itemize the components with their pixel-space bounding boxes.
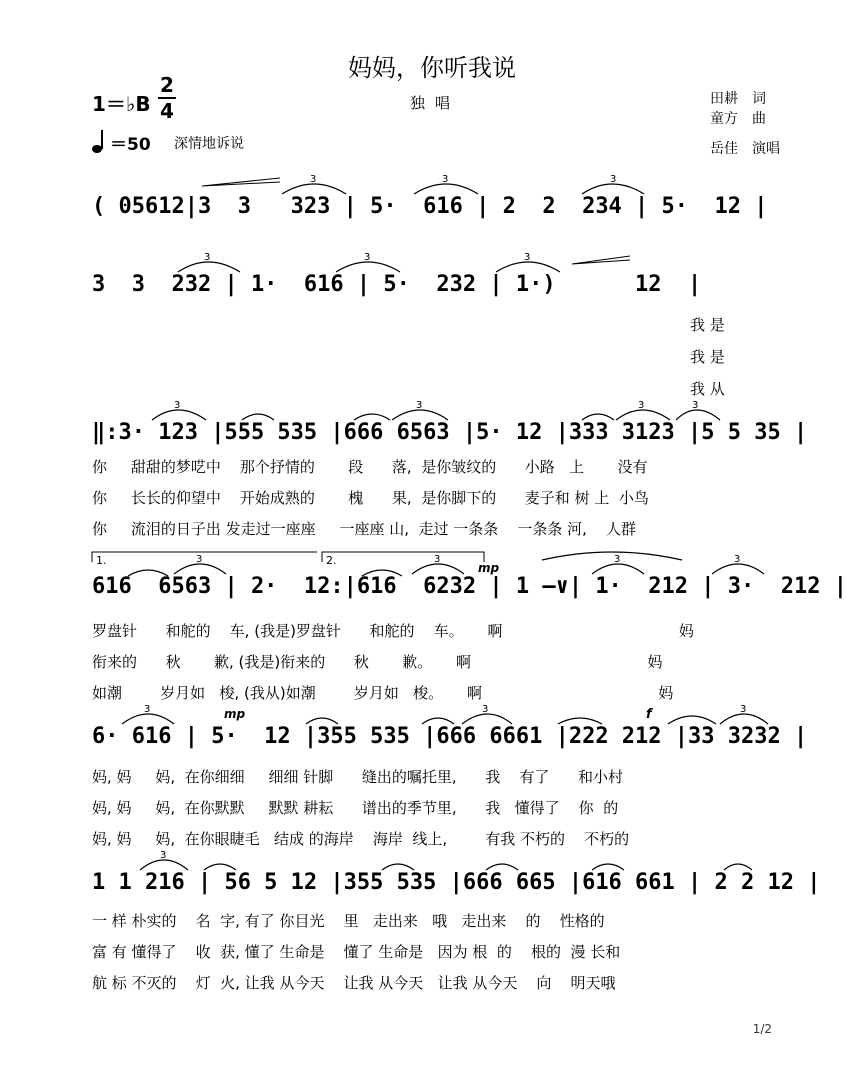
lyric-line-1: 你 甜甜的梦呓中 那个抒情的 段 落, 是你皱纹的 小路 上 没有 <box>92 458 648 476</box>
lyricist-credit: 田耕 词 <box>710 91 766 107</box>
tempo-value: ＝50 <box>110 135 151 155</box>
pickup-lyric-2: 我 是 <box>690 348 725 366</box>
svg-text:3: 3 <box>204 252 211 263</box>
svg-text:3: 3 <box>160 850 167 861</box>
lyric-line-10: 一 样 朴实的 名 字, 有了 你目光 里 走出来 哦 走出来 的 性格的 <box>92 912 605 930</box>
svg-text:3: 3 <box>434 554 441 565</box>
lyric-line-4: 罗盘针 和舵的 车, (我是)罗盘针 和舵的 车。 啊 妈 <box>92 622 694 640</box>
svg-text:3: 3 <box>442 174 449 185</box>
lyric-line-6: 如潮 岁月如 梭, (我从)如潮 岁月如 梭。 啊 妈 <box>92 684 674 702</box>
notes-row-3: ‖:3· 123 |555 535 |666 6563 |5· 12 |333 3123 |5 5 35 | <box>92 420 808 445</box>
lyric-line-11: 富 有 懂得了 收 获, 懂了 生命是 懂了 生命是 因为 根 的 根的 漫 长和 <box>92 943 621 961</box>
volta-1: 1. <box>96 554 107 567</box>
song-title: 妈妈，你听我说 <box>348 54 516 82</box>
svg-text:3: 3 <box>692 400 699 411</box>
lyric-line-2: 你 长长的仰望中 开始成熟的 槐 果, 是你脚下的 麦子和 树 上 小鸟 <box>92 489 649 507</box>
svg-text:3: 3 <box>638 400 645 411</box>
svg-text:3: 3 <box>740 704 747 715</box>
key-signature: 1＝♭B <box>92 92 151 116</box>
svg-text:mp: mp <box>478 561 500 575</box>
notes-row-4: 616 6563 | 2· 12:|616 6232 | 1 —∨| 1· 212 | 3· 212 | <box>92 574 847 599</box>
notes-row-1: ( 05612|3 3 323 | 5· 616 | 2 2 234 | 5· 12 | <box>92 194 768 219</box>
svg-text:3: 3 <box>416 400 423 411</box>
performance-type: 独唱 <box>410 94 461 112</box>
tempo-expression: 深情地诉说 <box>174 136 244 152</box>
svg-text:3: 3 <box>174 400 181 411</box>
svg-text:mp: mp <box>224 707 246 721</box>
svg-text:3: 3 <box>614 554 621 565</box>
svg-text:3: 3 <box>144 704 151 715</box>
time-signature <box>158 74 176 122</box>
svg-text:3: 3 <box>364 252 371 263</box>
svg-text:3: 3 <box>482 704 489 715</box>
pickup-lyric-1: 我 是 <box>690 316 725 334</box>
quarter-note-icon <box>92 128 106 154</box>
volta-2: 2. <box>326 554 337 567</box>
composer-credit: 童方 曲 <box>710 111 766 127</box>
notes-row-6: 1 1 216 | 56 5 12 |355 535 |666 665 |616 661 | 2 2 12 | <box>92 870 821 895</box>
notes-row-2: 3 3 232 | 1· 616 | 5· 232 | 1·) 12 | <box>92 272 702 297</box>
pickup-lyric-3: 我 从 <box>690 380 725 398</box>
svg-text:3: 3 <box>196 554 203 565</box>
time-signature-bottom: 4 <box>160 99 174 123</box>
svg-text:3: 3 <box>734 554 741 565</box>
score-row-1 <box>92 170 772 234</box>
svg-text:f: f <box>646 707 652 722</box>
score-row-3 <box>92 396 808 460</box>
lyric-line-3: 你 流泪的日子出 发走过一座座 一座座 山, 走过 一条条 一条条 河, 人群 <box>92 520 636 538</box>
svg-text:3: 3 <box>310 174 317 185</box>
svg-text:3: 3 <box>524 252 531 263</box>
time-signature-top: 2 <box>160 73 174 97</box>
score-row-6 <box>92 846 821 910</box>
page-number: 1/2 <box>752 1022 772 1036</box>
lyric-line-7: 妈, 妈 妈, 在你细细 细细 针脚 缝出的嘱托里, 我 有了 和小村 <box>92 768 623 786</box>
score-row-4 <box>92 550 847 614</box>
lyric-line-8: 妈, 妈 妈, 在你默默 默默 耕耘 谱出的季节里, 我 懂得了 你 的 <box>92 799 619 817</box>
lyric-line-9: 妈, 妈 妈, 在你眼睫毛 结成 的海岸 海岸 线上, 有我 不朽的 不朽的 <box>92 830 630 848</box>
notes-row-5: 6· 616 | 5· 12 |355 535 |666 6661 |222 212 |33 3232 | <box>92 724 808 749</box>
singer-credit: 岳佳 演唱 <box>710 141 780 157</box>
score-row-2 <box>92 248 772 312</box>
score-row-5 <box>92 700 808 764</box>
svg-text:3: 3 <box>610 174 617 185</box>
lyric-line-12: 航 标 不灭的 灯 火, 让我 从今天 让我 从今天 让我 从今天 向 明天哦 <box>92 974 616 992</box>
lyric-line-5: 衔来的 秋 歉, (我是)衔来的 秋 歉。 啊 妈 <box>92 653 663 671</box>
